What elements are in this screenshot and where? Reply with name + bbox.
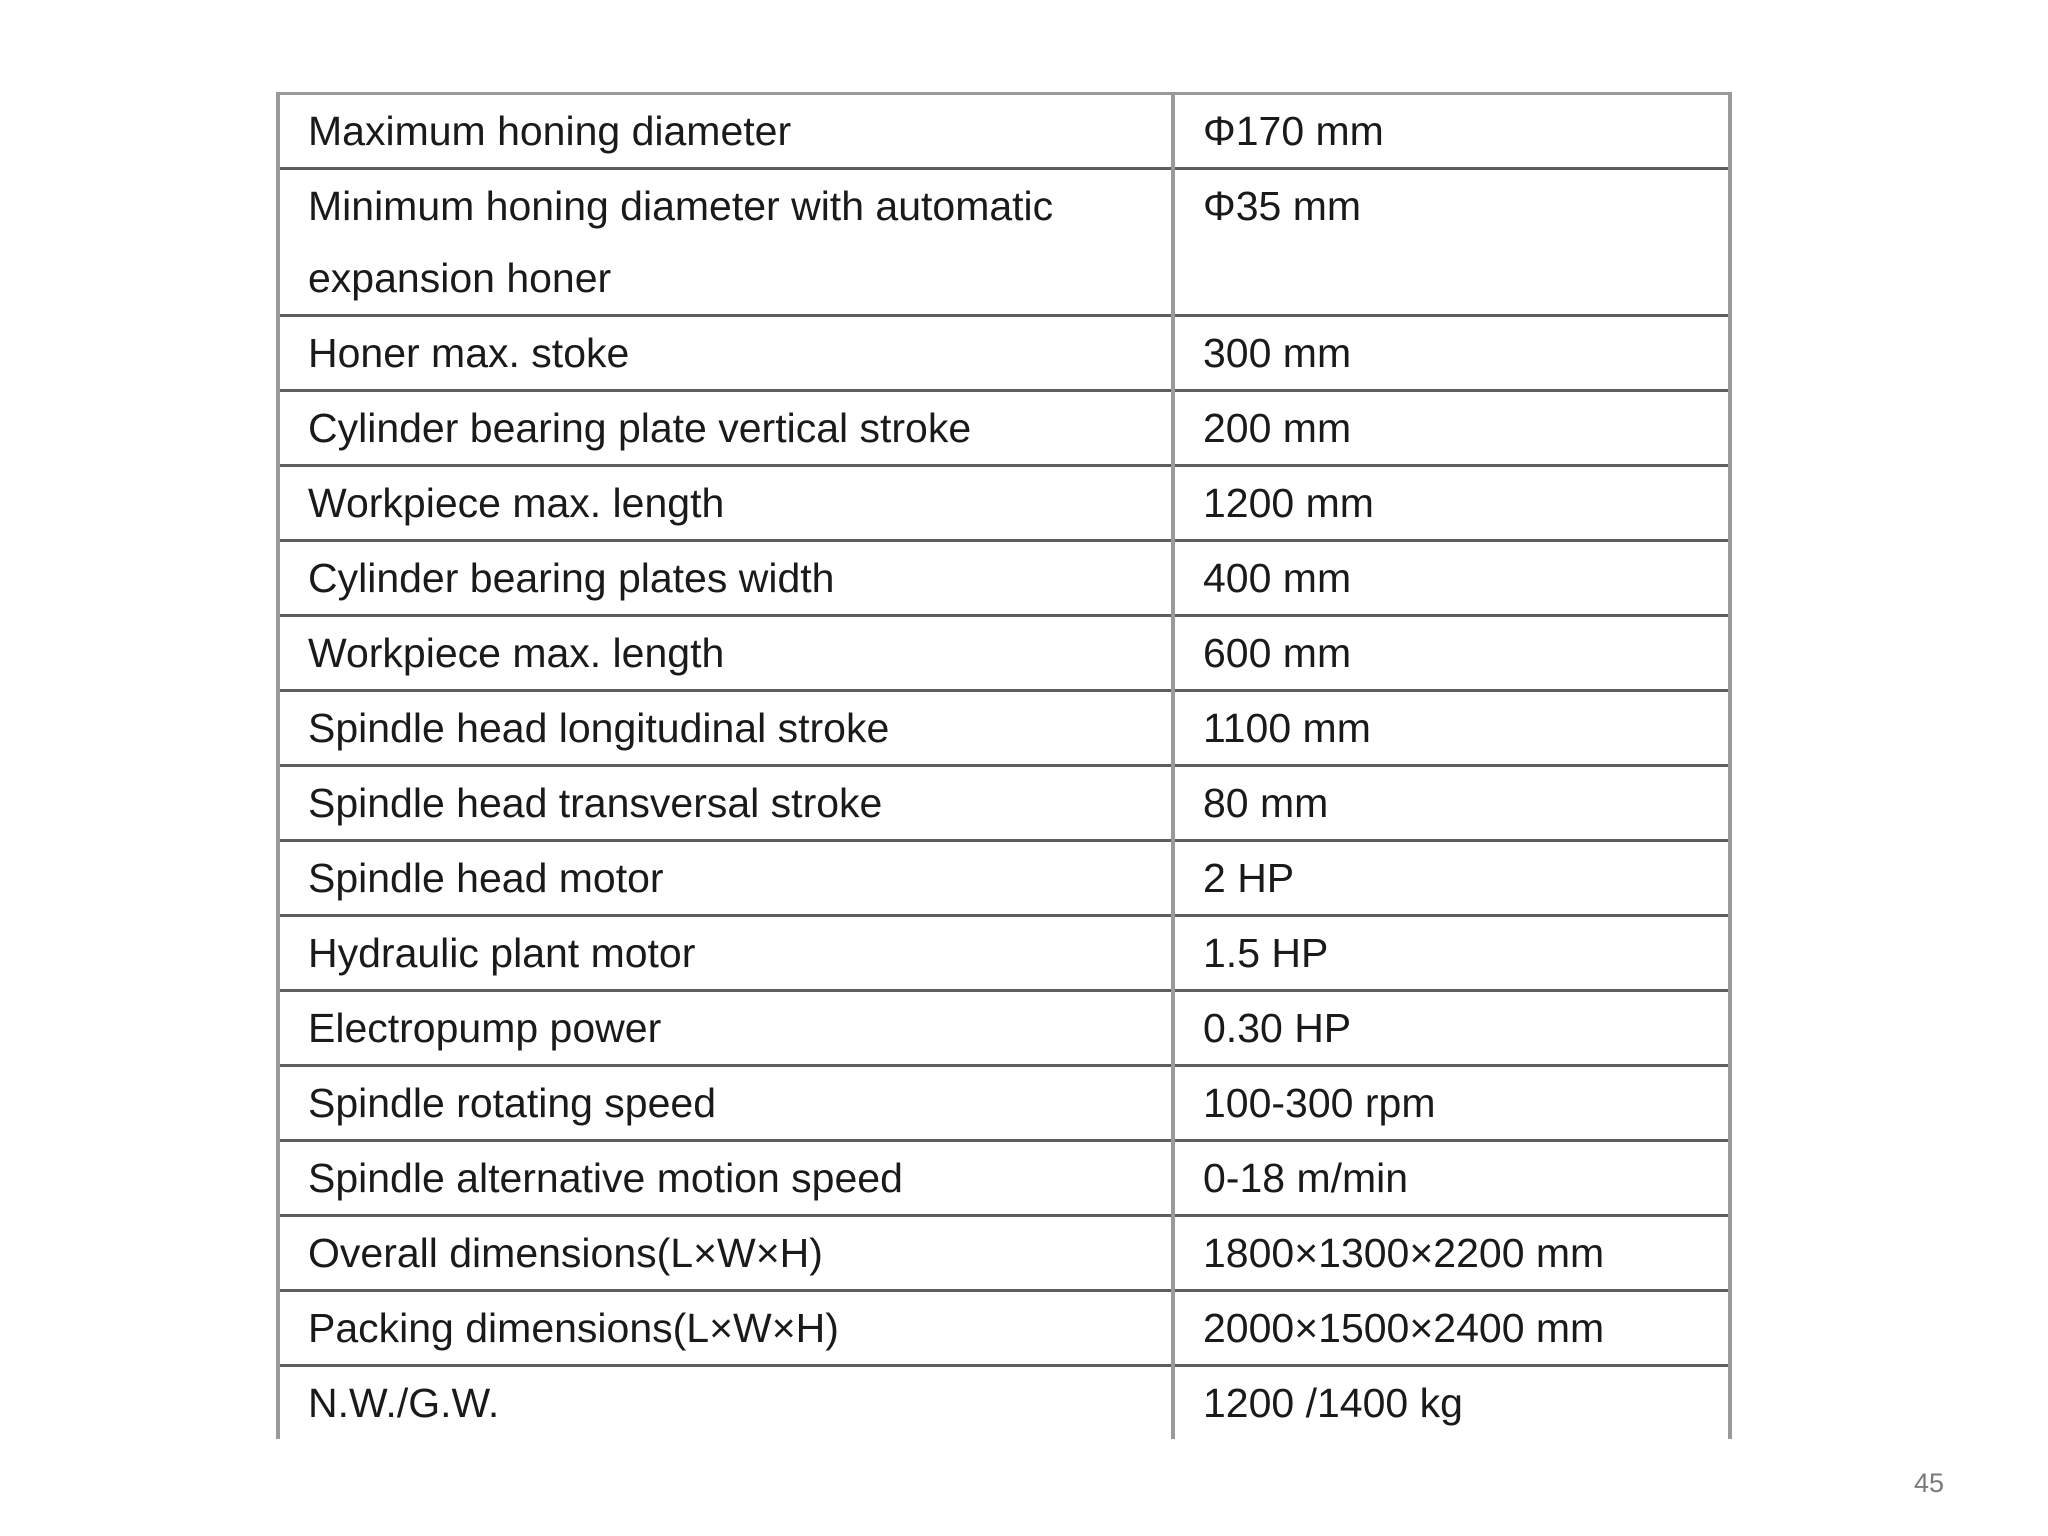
table-row	[278, 841, 1730, 916]
spec-value: 200 mm	[1173, 391, 1730, 466]
table-row	[278, 1141, 1730, 1216]
spec-value: 1.5 HP	[1173, 916, 1730, 991]
spec-value: Φ35 mm	[1173, 169, 1730, 316]
spec-label: Minimum honing diameter with automatic expansion honer	[278, 169, 1173, 316]
spec-label: Workpiece max. length	[278, 466, 1173, 541]
spec-value: 1800×1300×2200 mm	[1173, 1216, 1730, 1291]
spec-label: Workpiece max. length	[278, 616, 1173, 691]
spec-label: Spindle head motor	[278, 841, 1173, 916]
spec-label: Spindle rotating speed	[278, 1066, 1173, 1141]
spec-value: 300 mm	[1173, 316, 1730, 391]
spec-value: 1200 /1400 kg	[1173, 1366, 1730, 1440]
table-row	[278, 466, 1730, 541]
page-number: 45	[1913, 1468, 1944, 1498]
spec-label: N.W./G.W.	[278, 1366, 1173, 1440]
spec-value: 80 mm	[1173, 766, 1730, 841]
spec-table	[276, 92, 1732, 1439]
spec-value: 2 HP	[1173, 841, 1730, 916]
spec-label: Honer max. stoke	[278, 316, 1173, 391]
spec-value: 2000×1500×2400 mm	[1173, 1291, 1730, 1366]
table-row	[278, 1216, 1730, 1291]
spec-value: 1200 mm	[1173, 466, 1730, 541]
spec-label: Maximum honing diameter	[278, 94, 1173, 169]
table-row	[278, 691, 1730, 766]
table-row	[278, 991, 1730, 1066]
spec-label: Hydraulic plant motor	[278, 916, 1173, 991]
table-row	[278, 1066, 1730, 1141]
spec-label: Electropump power	[278, 991, 1173, 1066]
spec-label: Cylinder bearing plate vertical stroke	[278, 391, 1173, 466]
table-row	[278, 916, 1730, 991]
spec-value: 100-300 rpm	[1173, 1066, 1730, 1141]
table-row	[278, 1366, 1730, 1440]
table-row	[278, 169, 1730, 316]
spec-label: Spindle head transversal stroke	[278, 766, 1173, 841]
spec-value: 600 mm	[1173, 616, 1730, 691]
table-row	[278, 1291, 1730, 1366]
table-row	[278, 316, 1730, 391]
spec-label: Packing dimensions(L×W×H)	[278, 1291, 1173, 1366]
spec-label: Spindle alternative motion speed	[278, 1141, 1173, 1216]
spec-value: Φ170 mm	[1173, 94, 1730, 169]
table-row	[278, 541, 1730, 616]
spec-label: Overall dimensions(L×W×H)	[278, 1216, 1173, 1291]
spec-label: Cylinder bearing plates width	[278, 541, 1173, 616]
table-row	[278, 766, 1730, 841]
spec-value: 1100 mm	[1173, 691, 1730, 766]
table-row	[278, 616, 1730, 691]
table-row	[278, 391, 1730, 466]
spec-value: 400 mm	[1173, 541, 1730, 616]
table-row	[278, 94, 1730, 169]
spec-value: 0-18 m/min	[1173, 1141, 1730, 1216]
spec-value: 0.30 HP	[1173, 991, 1730, 1066]
spec-label: Spindle head longitudinal stroke	[278, 691, 1173, 766]
